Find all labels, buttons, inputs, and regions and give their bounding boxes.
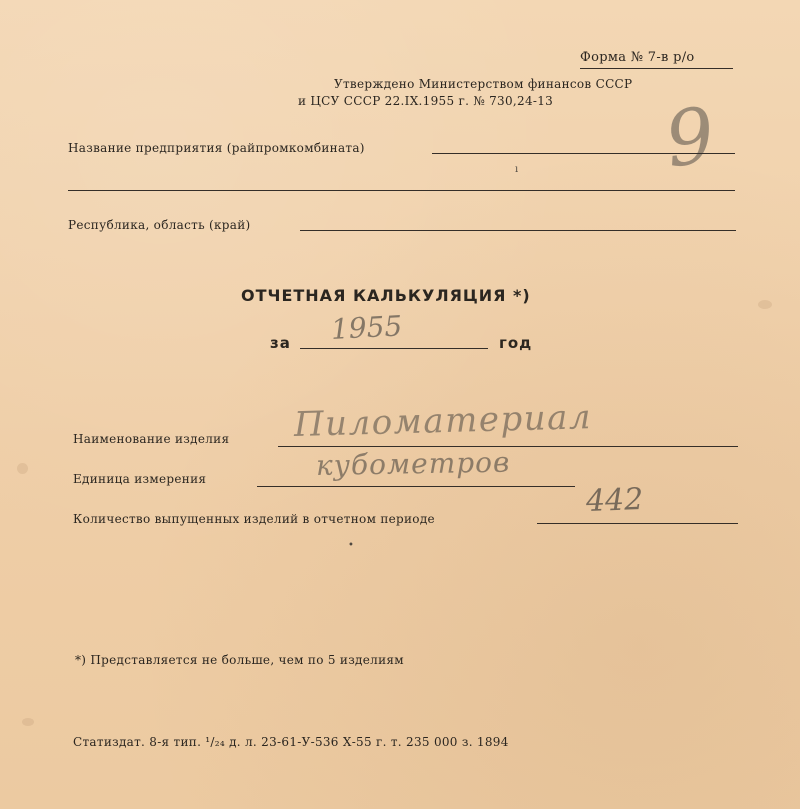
unit-line [257, 486, 575, 487]
enterprise-label: Название предприятия (райпромкомбината) [68, 141, 365, 155]
footnote: *) Представляется не больше, чем по 5 изделиям [75, 653, 404, 667]
unit-value: кубометров [315, 445, 511, 482]
paper-stain [22, 718, 34, 726]
paper-stain [758, 300, 772, 309]
approval-line-1: Утверждено Министерством финансов СССР [334, 77, 633, 91]
report-year-suffix: год [499, 334, 533, 352]
corner-handwritten-mark: 9 [659, 89, 721, 185]
small-dot-mark: • [348, 540, 354, 551]
print-info: Статиздат. 8-я тип. ¹/₂₄ д. л. 23-61-У-536 Х-55 г. т. 235 000 з. 1894 [73, 735, 509, 749]
quantity-line [537, 523, 738, 524]
report-year-prefix: за [270, 334, 291, 352]
form-number-underline [580, 68, 733, 69]
product-name-label: Наименование изделия [73, 432, 230, 446]
report-title: ОТЧЕТНАЯ КАЛЬКУЛЯЦИЯ *) [241, 286, 531, 305]
unit-label: Единица измерения [73, 472, 207, 486]
report-year-value: 1955 [330, 309, 404, 346]
republic-label: Республика, область (край) [68, 218, 251, 232]
small-tick-mark: ı [515, 164, 519, 175]
approval-line-2: и ЦСУ СССР 22.IX.1955 г. № 730,24-13 [298, 94, 554, 108]
form-number: Форма № 7-в р/о [580, 50, 695, 65]
quantity-label: Количество выпущенных изделий в отчетном периоде [73, 512, 435, 526]
quantity-value: 442 [585, 482, 644, 519]
product-name-value: Пиломатериал [293, 397, 593, 445]
republic-line [300, 230, 736, 231]
enterprise-line-2 [68, 190, 735, 191]
report-year-line [300, 348, 488, 349]
paper-stain [17, 463, 28, 474]
